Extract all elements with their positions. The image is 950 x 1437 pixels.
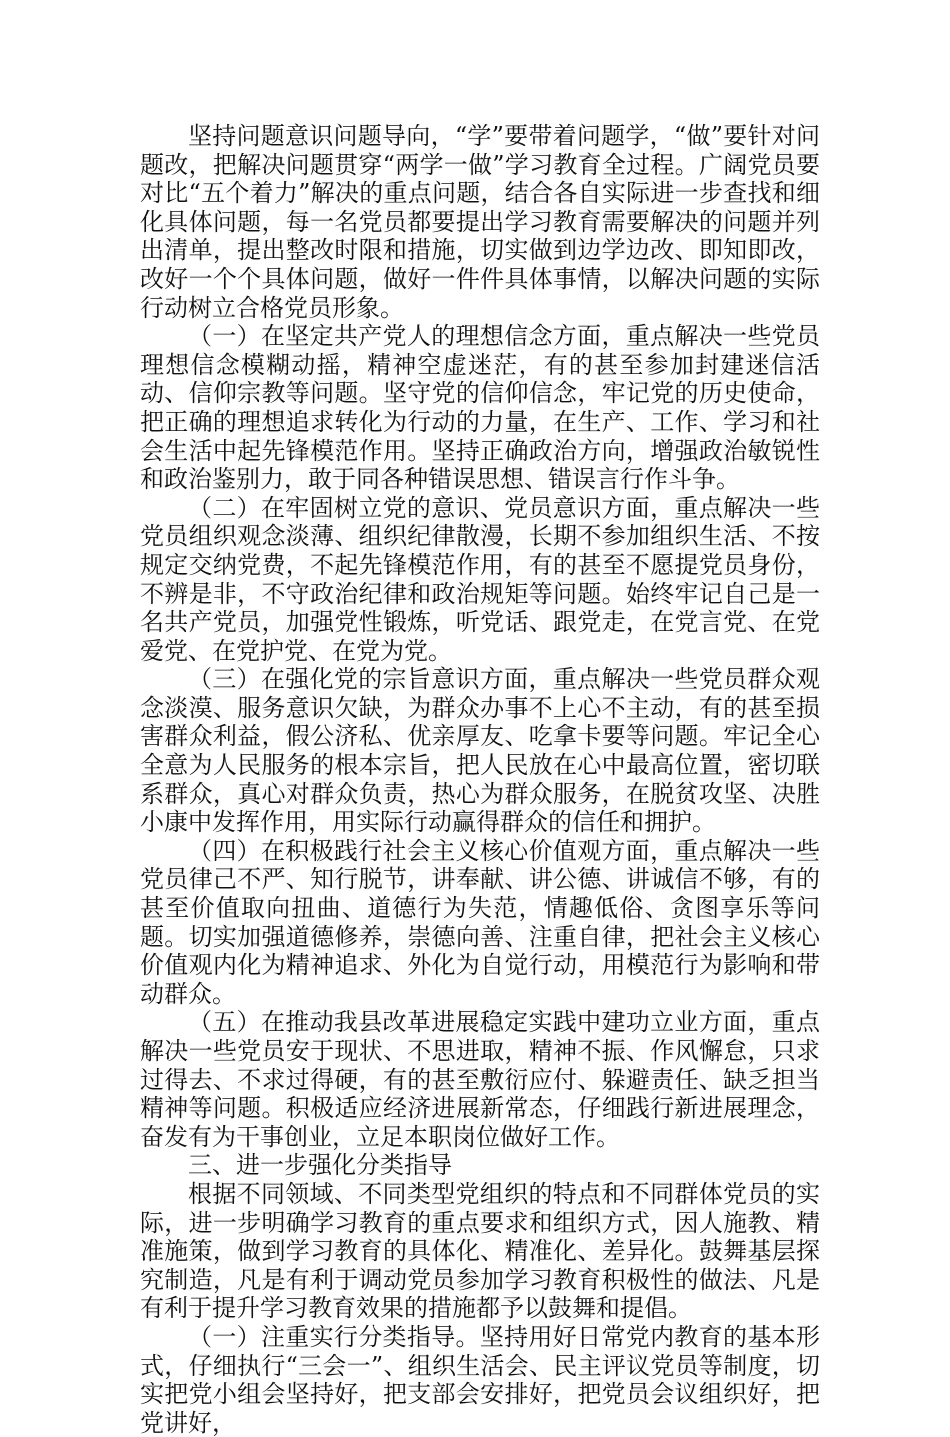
paragraph: （五）在推动我县改革进展稳定实践中建功立业方面，重点解决一些党员安于现状、不思进取，精神不振、作风懈怠，只求过得去、不求过得硬，有的甚至敷衍应付、躲避责任、缺乏担当精神等问题。积极适应经济进展新常态，仔细践行新进展理念，奋发有为干事创业，立足本职岗位做好工作。 [140, 1008, 820, 1151]
document-body [140, 122, 820, 1437]
paragraph: （二）在牢固树立党的意识、党员意识方面，重点解决一些党员组织观念淡薄、组织纪律散漫，长期不参加组织生活、不按规定交纳党费，不起先锋模范作用，有的甚至不愿提党员身份，不辨是非，不守政治纪律和政治规矩等问题。始终牢记自己是一名共产党员，加强党性锻炼，听党话、跟党走，在党言党、在党爱党、在党护党、在党为党。 [140, 493, 820, 665]
paragraph: （四）在积极践行社会主义核心价值观方面，重点解决一些党员律己不严、知行脱节，讲奉献、讲公德、讲诚信不够，有的甚至价值取向扭曲、道德行为失范，情趣低俗、贪图享乐等问题。切实加强道德修养，崇德向善、注重自律，把社会主义核心价值观内化为精神追求、外化为自觉行动，用模范行为影响和带动群众。 [140, 836, 820, 1008]
paragraph: 坚持问题意识问题导向，“学”要带着问题学，“做”要针对问题改，把解决问题贯穿“两学一做”学习教育全过程。广阔党员要对比“五个着力”解决的重点问题，结合各自实际进一步查找和细化具体问题，每一名党员都要提出学习教育需要解决的问题并列出清单，提出整改时限和措施，切实做到边学边改、即知即改，改好一个个具体问题，做好一件件具体事情，以解决问题的实际行动树立合格党员形象。 [140, 122, 820, 322]
section-heading: 三、进一步强化分类指导 [188, 1151, 452, 1180]
paragraph: （一）在坚定共产党人的理想信念方面，重点解决一些党员理想信念模糊动摇，精神空虚迷茫，有的甚至参加封建迷信活动、信仰宗教等问题。坚守党的信仰信念，牢记党的历史使命，把正确的理想追求转化为行动的力量，在生产、工作、学习和社会生活中起先锋模范作用。坚持正确政治方向，增强政治敏锐性和政治鉴别力，敢于同各种错误思想、错误言行作斗争。 [140, 322, 820, 494]
paragraph: （一）注重实行分类指导。坚持用好日常党内教育的基本形式，仔细执行“三会一”、组织生活会、民主评议党员等制度，切实把党小组会坚持好，把支部会安排好，把党员会议组织好，把党讲好， [140, 1322, 820, 1437]
paragraph: （三）在强化党的宗旨意识方面，重点解决一些党员群众观念淡漠、服务意识欠缺，为群众办事不上心不主动，有的甚至损害群众利益，假公济私、优亲厚友、吃拿卡要等问题。牢记全心全意为人民服务的根本宗旨，把人民放在心中最高位置，密切联系群众，真心对群众负责，热心为群众服务，在脱贫攻坚、决胜小康中发挥作用，用实际行动赢得群众的信任和拥护。 [140, 665, 820, 837]
paragraph: 根据不同领域、不同类型党组织的特点和不同群体党员的实际，进一步明确学习教育的重点要求和组织方式，因人施教、精准施策，做到学习教育的具体化、精准化、差异化。鼓舞基层探究制造，凡是有利于调动党员参加学习教育积极性的做法、凡是有利于提升学习教育效果的措施都予以鼓舞和提倡。 [140, 1179, 820, 1323]
